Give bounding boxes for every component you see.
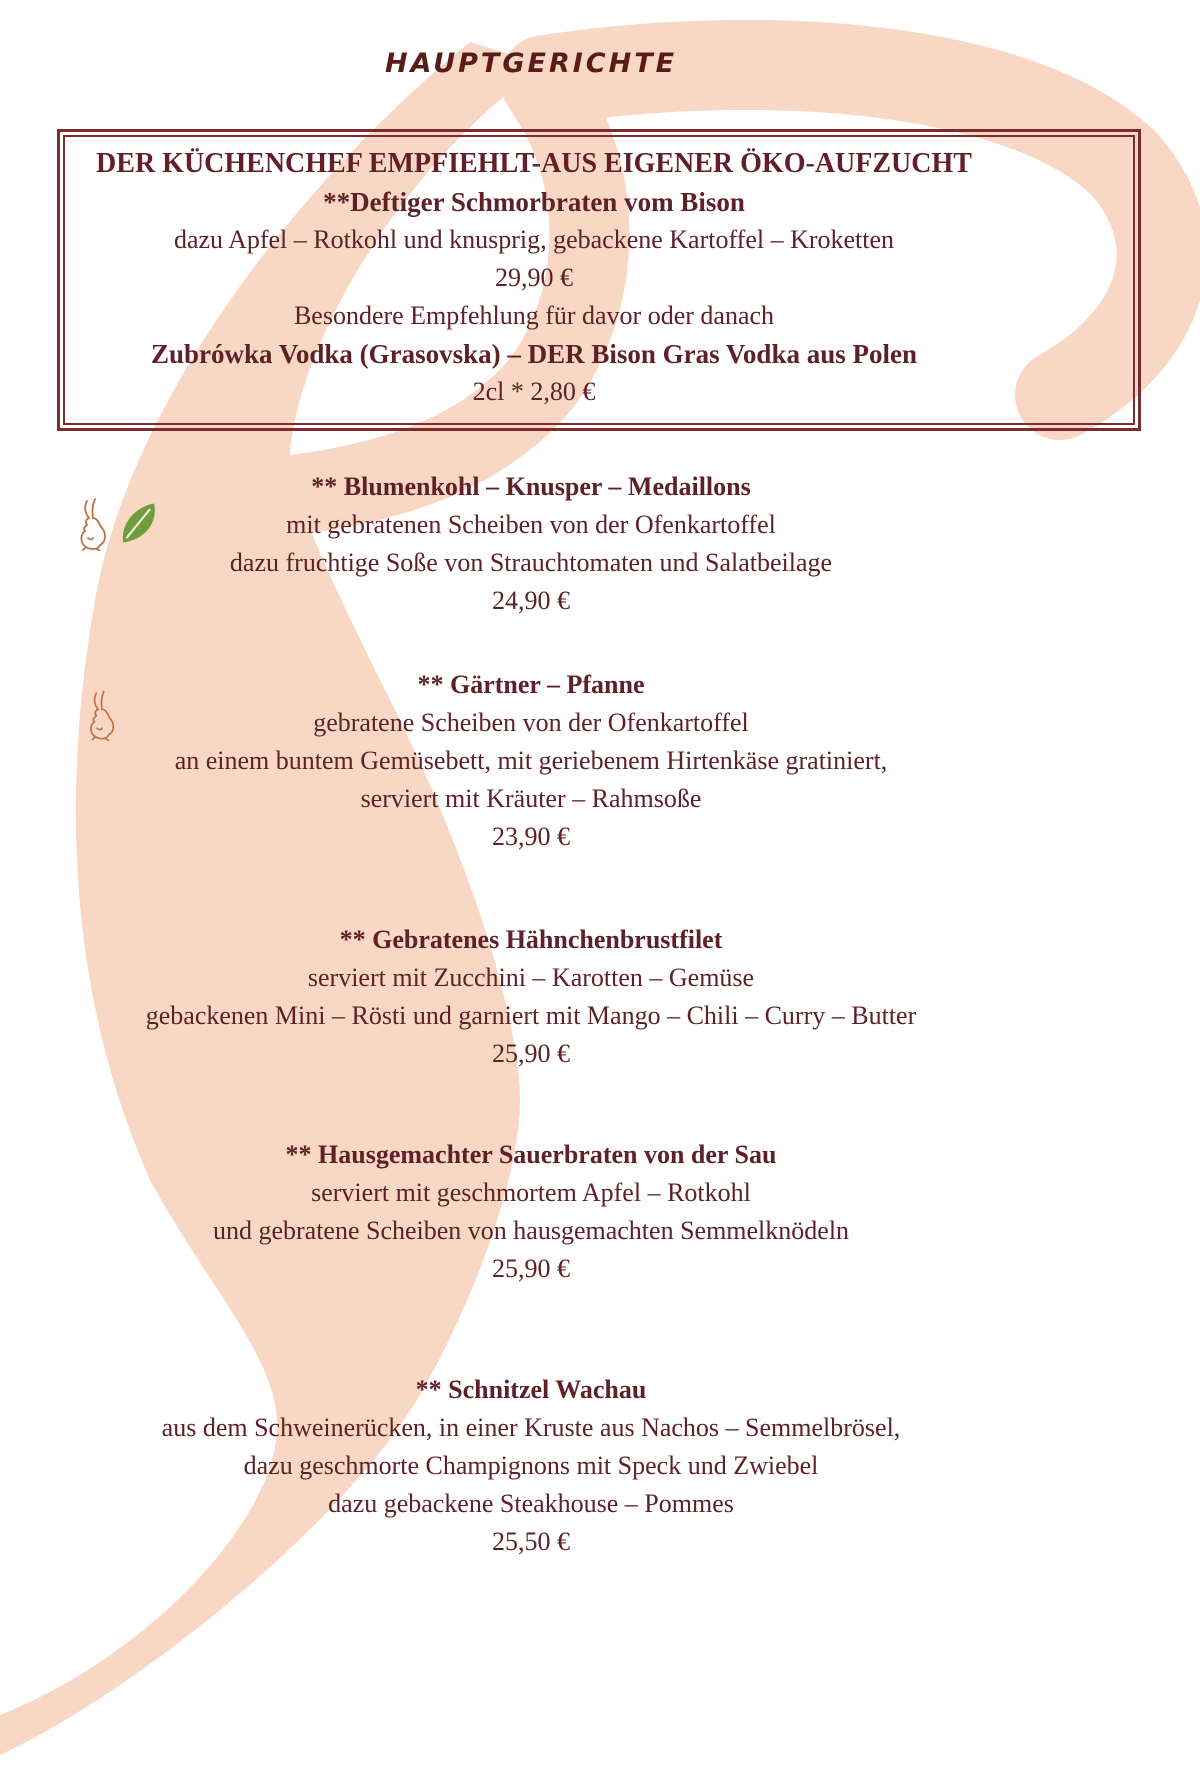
menu-item-sauerbraten xyxy=(0,1136,1062,1288)
menu-item-blumenkohl xyxy=(0,468,1062,620)
item-line: dazu fruchtige Soße von Strauchtomaten und Salatbeilage xyxy=(229,548,833,577)
item-title: ** Blumenkohl – Knusper – Medaillons xyxy=(311,472,751,501)
item-line: dazu geschmorte Champignons mit Speck und Zwiebel xyxy=(243,1451,819,1480)
menu-item-haehnchenbrustfilet xyxy=(0,921,1062,1073)
item-price: 24,90 € xyxy=(492,586,570,615)
box-heading: DER KÜCHENCHEF EMPFIEHLT-AUS EIGENER ÖKO-AUFZUCHT xyxy=(96,148,972,179)
item-line: mit gebratenen Scheiben von der Ofenkartoffel xyxy=(286,510,776,539)
item-price: 25,90 € xyxy=(492,1254,570,1283)
item-title: ** Schnitzel Wachau xyxy=(415,1375,647,1404)
item-price: 23,90 € xyxy=(492,822,570,851)
item-line: dazu gebackene Steakhouse – Pommes xyxy=(328,1489,734,1518)
item-line: serviert mit geschmortem Apfel – Rotkohl xyxy=(311,1178,751,1207)
box-dish-description: dazu Apfel – Rotkohl und knusprig, gebackene Kartoffel – Kroketten xyxy=(173,225,895,254)
menu-list xyxy=(0,440,1062,1561)
recommendation-box-inner xyxy=(63,135,1135,425)
box-suggestion-intro: Besondere Empfehlung für davor oder danach xyxy=(293,301,775,330)
item-title: ** Hausgemachter Sauerbraten von der Sau xyxy=(285,1140,777,1169)
box-dish-name: **Deftiger Schmorbraten vom Bison xyxy=(323,187,745,217)
item-line: und gebratene Scheiben von hausgemachten Semmelknödeln xyxy=(212,1216,850,1245)
recommendation-box xyxy=(57,129,1141,431)
item-line: serviert mit Kräuter – Rahmsoße xyxy=(360,784,702,813)
page-title: HAUPTGERICHTE xyxy=(384,48,678,79)
box-suggestion-price: 2cl * 2,80 € xyxy=(472,377,596,406)
item-line: gebackenen Mini – Rösti und garniert mit Mango – Chili – Curry – Butter xyxy=(145,1001,917,1030)
box-suggestion-name: Zubrówka Vodka (Grasovska) – DER Bison Gras Vodka aus Polen xyxy=(151,339,917,369)
menu-item-gaertner-pfanne xyxy=(0,666,1062,856)
item-line: aus dem Schweinerücken, in einer Kruste aus Nachos – Semmelbrösel, xyxy=(161,1413,901,1442)
menu-item-schnitzel-wachau xyxy=(0,1371,1062,1561)
item-title: ** Gebratenes Hähnchenbrustfilet xyxy=(339,925,723,954)
item-line: an einem buntem Gemüsebett, mit geriebenem Hirtenkäse gratiniert, xyxy=(174,746,888,775)
item-price: 25,90 € xyxy=(492,1039,570,1068)
item-title: ** Gärtner – Pfanne xyxy=(417,670,645,699)
item-line: serviert mit Zucchini – Karotten – Gemüse xyxy=(307,963,755,992)
item-price: 25,50 € xyxy=(492,1527,570,1556)
item-line: gebratene Scheiben von der Ofenkartoffel xyxy=(313,708,749,737)
box-dish-price: 29,90 € xyxy=(495,263,573,292)
